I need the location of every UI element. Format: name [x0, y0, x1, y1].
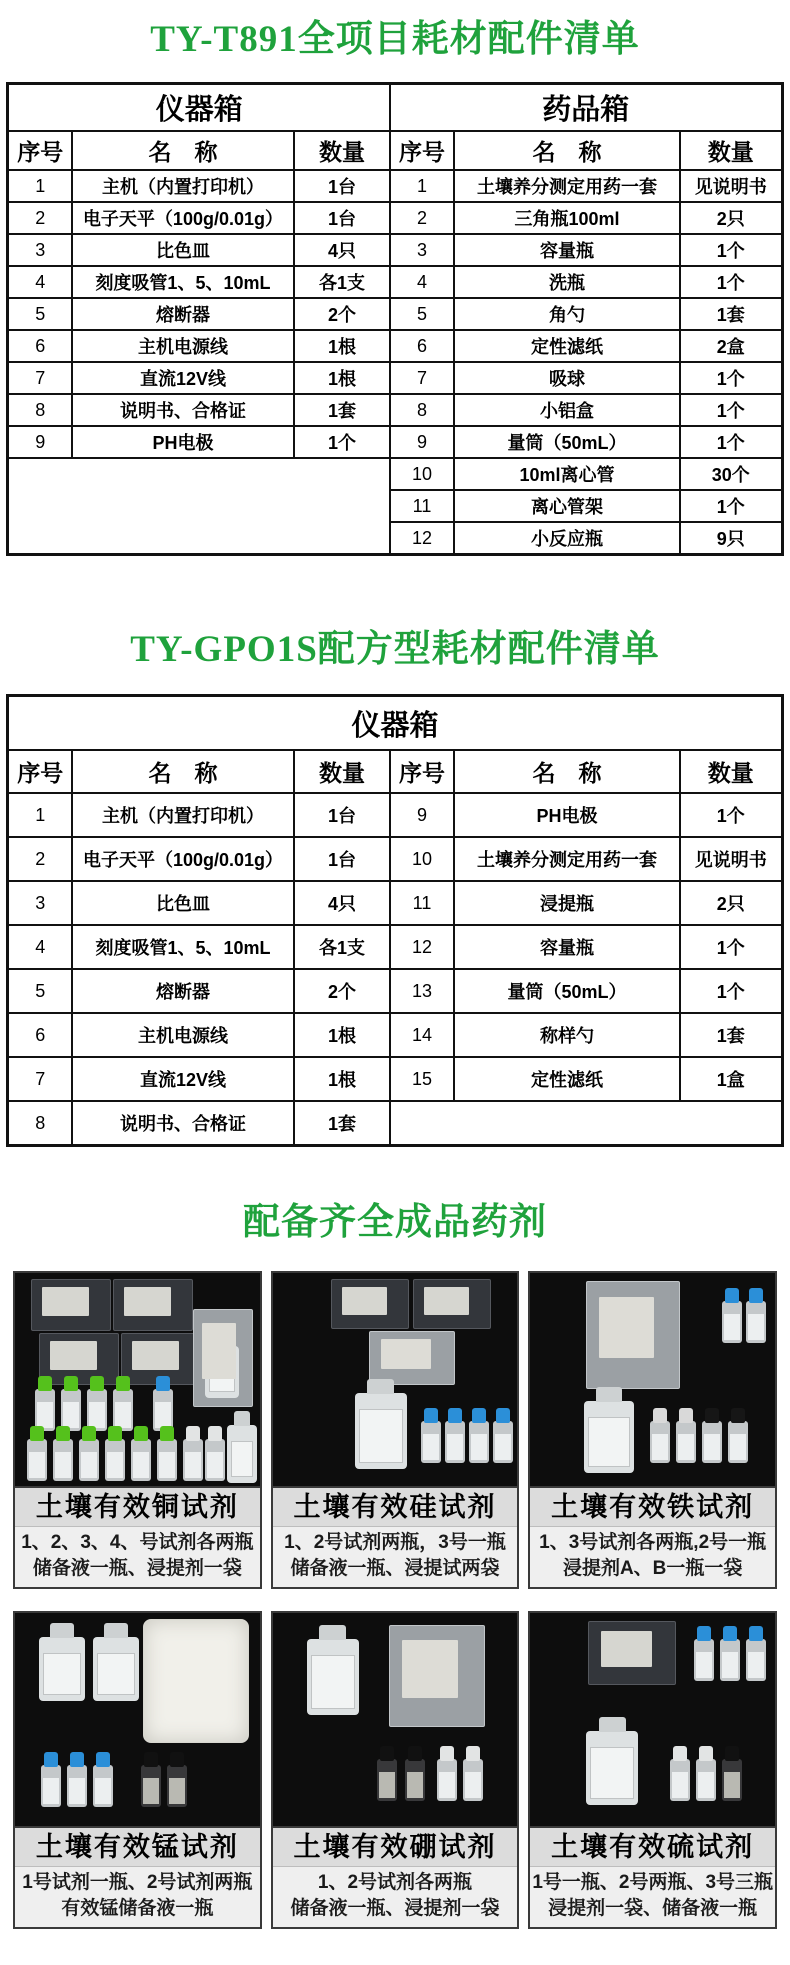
box-header-medicine: 药品箱: [390, 84, 782, 132]
green-cap-dropper-icon: [61, 1389, 81, 1431]
name-cell: 吸球: [454, 362, 680, 394]
reagent-pouch-icon: [588, 1621, 676, 1685]
qty-cell: 2只: [680, 881, 782, 925]
white-bottle-icon: [355, 1393, 407, 1469]
black-cap-dropper-icon: [722, 1759, 742, 1801]
white-bottle-icon: [227, 1425, 257, 1483]
qty-cell: 4只: [294, 881, 390, 925]
name-cell: 容量瓶: [454, 925, 680, 969]
table-row: [8, 458, 782, 490]
col-header-serial: 序号: [8, 750, 72, 793]
qty-cell: 2个: [294, 969, 390, 1013]
qty-cell: 1台: [294, 170, 390, 202]
box-header-instrument: 仪器箱: [8, 84, 390, 132]
extractant-bag-icon: [193, 1309, 253, 1407]
qty-cell: 1根: [294, 362, 390, 394]
product-card-copper: [13, 1271, 262, 1589]
col-header-name: 名 称: [454, 750, 680, 793]
qty-cell: 1个: [680, 394, 782, 426]
serial-cell: 1: [8, 793, 72, 837]
extractant-bag-icon: [586, 1281, 680, 1389]
serial-cell: 6: [8, 1013, 72, 1057]
col-header-qty: 数量: [680, 131, 782, 170]
table-row: [8, 1013, 782, 1057]
product-desc-line2: 浸提剂A、B一瓶一袋: [562, 1558, 743, 1579]
blue-cap-dropper-icon: [93, 1765, 113, 1807]
qty-cell: 见说明书: [680, 170, 782, 202]
black-cap-dropper-icon: [728, 1421, 748, 1463]
name-cell: 量筒（50mL）: [454, 426, 680, 458]
table-row: [8, 298, 782, 330]
blue-cap-dropper-icon: [41, 1765, 61, 1807]
product-name: 土壤有效硫试剂: [530, 1828, 775, 1867]
qty-cell: 1根: [294, 1057, 390, 1101]
white-bottle-icon: [586, 1731, 638, 1805]
col-header-name: 名 称: [454, 131, 680, 170]
col-header-serial: 序号: [8, 131, 72, 170]
black-cap-dropper-icon: [377, 1759, 397, 1801]
name-cell: 电子天平（100g/0.01g）: [72, 202, 294, 234]
blue-cap-dropper-icon: [720, 1639, 740, 1681]
qty-cell: 1个: [294, 426, 390, 458]
qty-cell: 1套: [294, 1101, 390, 1146]
qty-cell: 1根: [294, 1013, 390, 1057]
serial-cell: 7: [8, 1057, 72, 1101]
blue-cap-dropper-icon: [445, 1421, 465, 1463]
product-desc-line2: 储备液一瓶、浸提剂一袋: [32, 1558, 242, 1579]
blue-cap-dropper-icon: [746, 1639, 766, 1681]
name-cell: 称样勺: [454, 1013, 680, 1057]
table-row: [8, 330, 782, 362]
qty-cell: 1个: [680, 793, 782, 837]
serial-cell: 11: [390, 490, 454, 522]
serial-cell: 13: [390, 969, 454, 1013]
name-cell: 主机（内置打印机）: [72, 793, 294, 837]
page-title-ty-t891: TY-T891全项目耗材配件清单: [150, 19, 640, 60]
name-cell: 刻度吸管1、5、10mL: [72, 925, 294, 969]
table-row: [8, 837, 782, 881]
green-cap-dropper-icon: [27, 1439, 47, 1481]
white-bottle-icon: [93, 1637, 139, 1701]
col-header-qty: 数量: [294, 131, 390, 170]
name-cell: 主机（内置打印机）: [72, 170, 294, 202]
serial-cell: 10: [390, 837, 454, 881]
product-card-manganese: [13, 1611, 262, 1929]
accessory-table-ty-gpo1s: [6, 694, 783, 1147]
green-cap-dropper-icon: [35, 1389, 55, 1431]
product-description: [530, 1527, 775, 1587]
serial-cell: 8: [8, 1101, 72, 1146]
name-cell: 小反应瓶: [454, 522, 680, 555]
reagent-pouch-icon: [31, 1279, 111, 1331]
table-row: [8, 362, 782, 394]
product-photo: [530, 1273, 775, 1488]
qty-cell: 30个: [680, 458, 782, 490]
name-cell: 容量瓶: [454, 234, 680, 266]
green-cap-dropper-icon: [79, 1439, 99, 1481]
table-row: [8, 969, 782, 1013]
table-row: [8, 1101, 782, 1146]
blue-cap-dropper-icon: [153, 1389, 173, 1431]
col-header-name: 名 称: [72, 750, 294, 793]
qty-cell: 1个: [680, 234, 782, 266]
name-cell: 刻度吸管1、5、10mL: [72, 266, 294, 298]
name-cell: 定性滤纸: [454, 1057, 680, 1101]
serial-cell: 7: [390, 362, 454, 394]
white-cap-dropper-icon: [205, 1439, 225, 1481]
name-cell: 说明书、合格证: [72, 1101, 294, 1146]
product-card-iron: [528, 1271, 777, 1589]
white-cap-dropper-icon: [676, 1421, 696, 1463]
name-cell: 比色皿: [72, 234, 294, 266]
table-row: [8, 925, 782, 969]
white-cap-dropper-icon: [437, 1759, 457, 1801]
name-cell: 定性滤纸: [454, 330, 680, 362]
white-bottle-icon: [205, 1346, 239, 1398]
name-cell: 三角瓶100ml: [454, 202, 680, 234]
qty-cell: 1个: [680, 490, 782, 522]
product-description: [15, 1867, 260, 1927]
table-row: [8, 1057, 782, 1101]
product-name: 土壤有效硅试剂: [273, 1488, 518, 1527]
serial-cell: 9: [390, 793, 454, 837]
col-header-serial: 序号: [390, 131, 454, 170]
serial-cell: 6: [8, 330, 72, 362]
serial-cell: 2: [8, 837, 72, 881]
serial-cell: 8: [8, 394, 72, 426]
serial-cell: 1: [390, 170, 454, 202]
serial-cell: 1: [8, 170, 72, 202]
name-cell: 直流12V线: [72, 362, 294, 394]
name-cell: 直流12V线: [72, 1057, 294, 1101]
black-cap-dropper-icon: [702, 1421, 722, 1463]
reagent-pouch-icon: [331, 1279, 409, 1329]
qty-cell: 1盒: [680, 1057, 782, 1101]
serial-cell: 9: [8, 426, 72, 458]
green-cap-dropper-icon: [157, 1439, 177, 1481]
serial-cell: 10: [390, 458, 454, 490]
col-header-name: 名 称: [72, 131, 294, 170]
name-cell: 熔断器: [72, 298, 294, 330]
powder-bag-icon: [143, 1619, 249, 1743]
serial-cell: 15: [390, 1057, 454, 1101]
white-cap-dropper-icon: [463, 1759, 483, 1801]
name-cell: 10ml离心管: [454, 458, 680, 490]
white-cap-dropper-icon: [670, 1759, 690, 1801]
box-header-row: [8, 696, 782, 751]
serial-cell: 9: [390, 426, 454, 458]
product-desc-line1: 1、3号试剂各两瓶,2号一瓶: [539, 1532, 767, 1553]
qty-cell: 4只: [294, 234, 390, 266]
product-desc-line1: 1、2号试剂两瓶，3号一瓶: [284, 1532, 506, 1553]
white-cap-dropper-icon: [696, 1759, 716, 1801]
product-description: [15, 1527, 260, 1587]
serial-cell: 4: [390, 266, 454, 298]
product-description: [273, 1527, 518, 1587]
blue-cap-dropper-icon: [421, 1421, 441, 1463]
product-name: 土壤有效锰试剂: [15, 1828, 260, 1867]
qty-cell: 2只: [680, 202, 782, 234]
name-cell: 小铝盒: [454, 394, 680, 426]
qty-cell: 2盒: [680, 330, 782, 362]
product-photo: [15, 1273, 260, 1488]
product-photo: [15, 1613, 260, 1828]
name-cell: 浸提瓶: [454, 881, 680, 925]
qty-cell: 1台: [294, 837, 390, 881]
qty-cell: 1套: [680, 1013, 782, 1057]
serial-cell: 2: [390, 202, 454, 234]
black-cap-dropper-icon: [167, 1765, 187, 1807]
col-header-qty: 数量: [680, 750, 782, 793]
black-cap-dropper-icon: [141, 1765, 161, 1807]
reagent-pouch-icon: [413, 1279, 491, 1329]
product-photo: [273, 1613, 518, 1828]
qty-cell: 9只: [680, 522, 782, 555]
green-cap-dropper-icon: [53, 1439, 73, 1481]
column-header-row: [8, 750, 782, 793]
name-cell: 角勺: [454, 298, 680, 330]
serial-cell: 4: [8, 266, 72, 298]
page-title-ty-gpo1s: TY-GPO1S配方型耗材配件清单: [130, 629, 660, 670]
table-row: [8, 170, 782, 202]
name-cell: 电子天平（100g/0.01g）: [72, 837, 294, 881]
name-cell: 比色皿: [72, 881, 294, 925]
qty-cell: 见说明书: [680, 837, 782, 881]
black-cap-dropper-icon: [405, 1759, 425, 1801]
table-row: [8, 234, 782, 266]
product-card-sulfur: [528, 1611, 777, 1929]
serial-cell: 7: [8, 362, 72, 394]
qty-cell: 1台: [294, 202, 390, 234]
product-photo: [530, 1613, 775, 1828]
name-cell: PH电极: [454, 793, 680, 837]
product-desc-line2: 储备液一瓶、浸提试两袋: [290, 1558, 500, 1579]
green-cap-dropper-icon: [87, 1389, 107, 1431]
name-cell: 熔断器: [72, 969, 294, 1013]
qty-cell: 1个: [680, 426, 782, 458]
serial-cell: 3: [8, 881, 72, 925]
product-name: 土壤有效硼试剂: [273, 1828, 518, 1867]
qty-cell: 1个: [680, 925, 782, 969]
product-card-boron: [271, 1611, 520, 1929]
product-desc-line2: 储备液一瓶、浸提剂一袋: [290, 1898, 500, 1919]
blue-cap-dropper-icon: [469, 1421, 489, 1463]
product-photo: [273, 1273, 518, 1488]
serial-cell: 5: [390, 298, 454, 330]
serial-cell: 6: [390, 330, 454, 362]
blue-cap-dropper-icon: [746, 1301, 766, 1343]
blue-cap-dropper-icon: [722, 1301, 742, 1343]
qty-cell: 各1支: [294, 925, 390, 969]
column-header-row: [8, 131, 782, 170]
empty-cell: [390, 1101, 782, 1146]
product-desc-line1: 1、2、3、4、号试剂各两瓶: [21, 1532, 254, 1553]
product-desc-line2: 浸提剂一袋、储备液一瓶: [548, 1898, 758, 1919]
page-title-reagents: 配备齐全成品药剂: [243, 1202, 547, 1243]
green-cap-dropper-icon: [113, 1389, 133, 1431]
product-name: 土壤有效铁试剂: [530, 1488, 775, 1527]
product-description: [530, 1867, 775, 1927]
qty-cell: 各1支: [294, 266, 390, 298]
serial-cell: 11: [390, 881, 454, 925]
table-row: [8, 793, 782, 837]
product-desc-line1: 1号试剂一瓶、2号试剂两瓶: [22, 1872, 253, 1893]
table-row: [8, 881, 782, 925]
qty-cell: 1根: [294, 330, 390, 362]
serial-cell: 4: [8, 925, 72, 969]
product-desc-line1: 1、2号试剂各两瓶: [317, 1872, 473, 1893]
serial-cell: 5: [8, 969, 72, 1013]
white-bottle-icon: [39, 1637, 85, 1701]
white-cap-dropper-icon: [650, 1421, 670, 1463]
table-row: [8, 202, 782, 234]
serial-cell: 3: [8, 234, 72, 266]
white-bottle-icon: [584, 1401, 634, 1473]
box-header-row: [8, 84, 782, 132]
accessory-table-ty-t891: [6, 82, 783, 556]
reagent-pouch-icon: [113, 1279, 193, 1331]
serial-cell: 5: [8, 298, 72, 330]
qty-cell: 1台: [294, 793, 390, 837]
reagent-photo-grid: [0, 1271, 790, 1929]
extractant-bag-icon: [369, 1331, 455, 1385]
qty-cell: 1套: [680, 298, 782, 330]
white-cap-dropper-icon: [183, 1439, 203, 1481]
product-name: 土壤有效铜试剂: [15, 1488, 260, 1527]
col-header-serial: 序号: [390, 750, 454, 793]
serial-cell: 8: [390, 394, 454, 426]
qty-cell: 1个: [680, 969, 782, 1013]
extractant-bag-icon: [389, 1625, 485, 1727]
name-cell: 土壤养分测定用药一套: [454, 837, 680, 881]
product-desc-line1: 1号一瓶、2号两瓶、3号三瓶: [532, 1872, 774, 1893]
white-bottle-icon: [307, 1639, 359, 1715]
qty-cell: 1套: [294, 394, 390, 426]
product-description: [273, 1867, 518, 1927]
name-cell: 主机电源线: [72, 330, 294, 362]
name-cell: 主机电源线: [72, 1013, 294, 1057]
serial-cell: 14: [390, 1013, 454, 1057]
table-row: [8, 266, 782, 298]
name-cell: 洗瓶: [454, 266, 680, 298]
blue-cap-dropper-icon: [694, 1639, 714, 1681]
table-row: [8, 394, 782, 426]
box-header-instrument: 仪器箱: [8, 696, 782, 751]
empty-cell: [8, 458, 390, 555]
green-cap-dropper-icon: [105, 1439, 125, 1481]
qty-cell: 1个: [680, 266, 782, 298]
qty-cell: 2个: [294, 298, 390, 330]
product-desc-line2: 有效锰储备液一瓶: [61, 1898, 214, 1919]
qty-cell: 1个: [680, 362, 782, 394]
blue-cap-dropper-icon: [67, 1765, 87, 1807]
name-cell: 离心管架: [454, 490, 680, 522]
serial-cell: 12: [390, 925, 454, 969]
name-cell: 土壤养分测定用药一套: [454, 170, 680, 202]
name-cell: 说明书、合格证: [72, 394, 294, 426]
serial-cell: 2: [8, 202, 72, 234]
name-cell: 量筒（50mL）: [454, 969, 680, 1013]
green-cap-dropper-icon: [131, 1439, 151, 1481]
table-row: [8, 426, 782, 458]
name-cell: PH电极: [72, 426, 294, 458]
col-header-qty: 数量: [294, 750, 390, 793]
blue-cap-dropper-icon: [493, 1421, 513, 1463]
serial-cell: 12: [390, 522, 454, 555]
product-card-silicon: [271, 1271, 520, 1589]
serial-cell: 3: [390, 234, 454, 266]
